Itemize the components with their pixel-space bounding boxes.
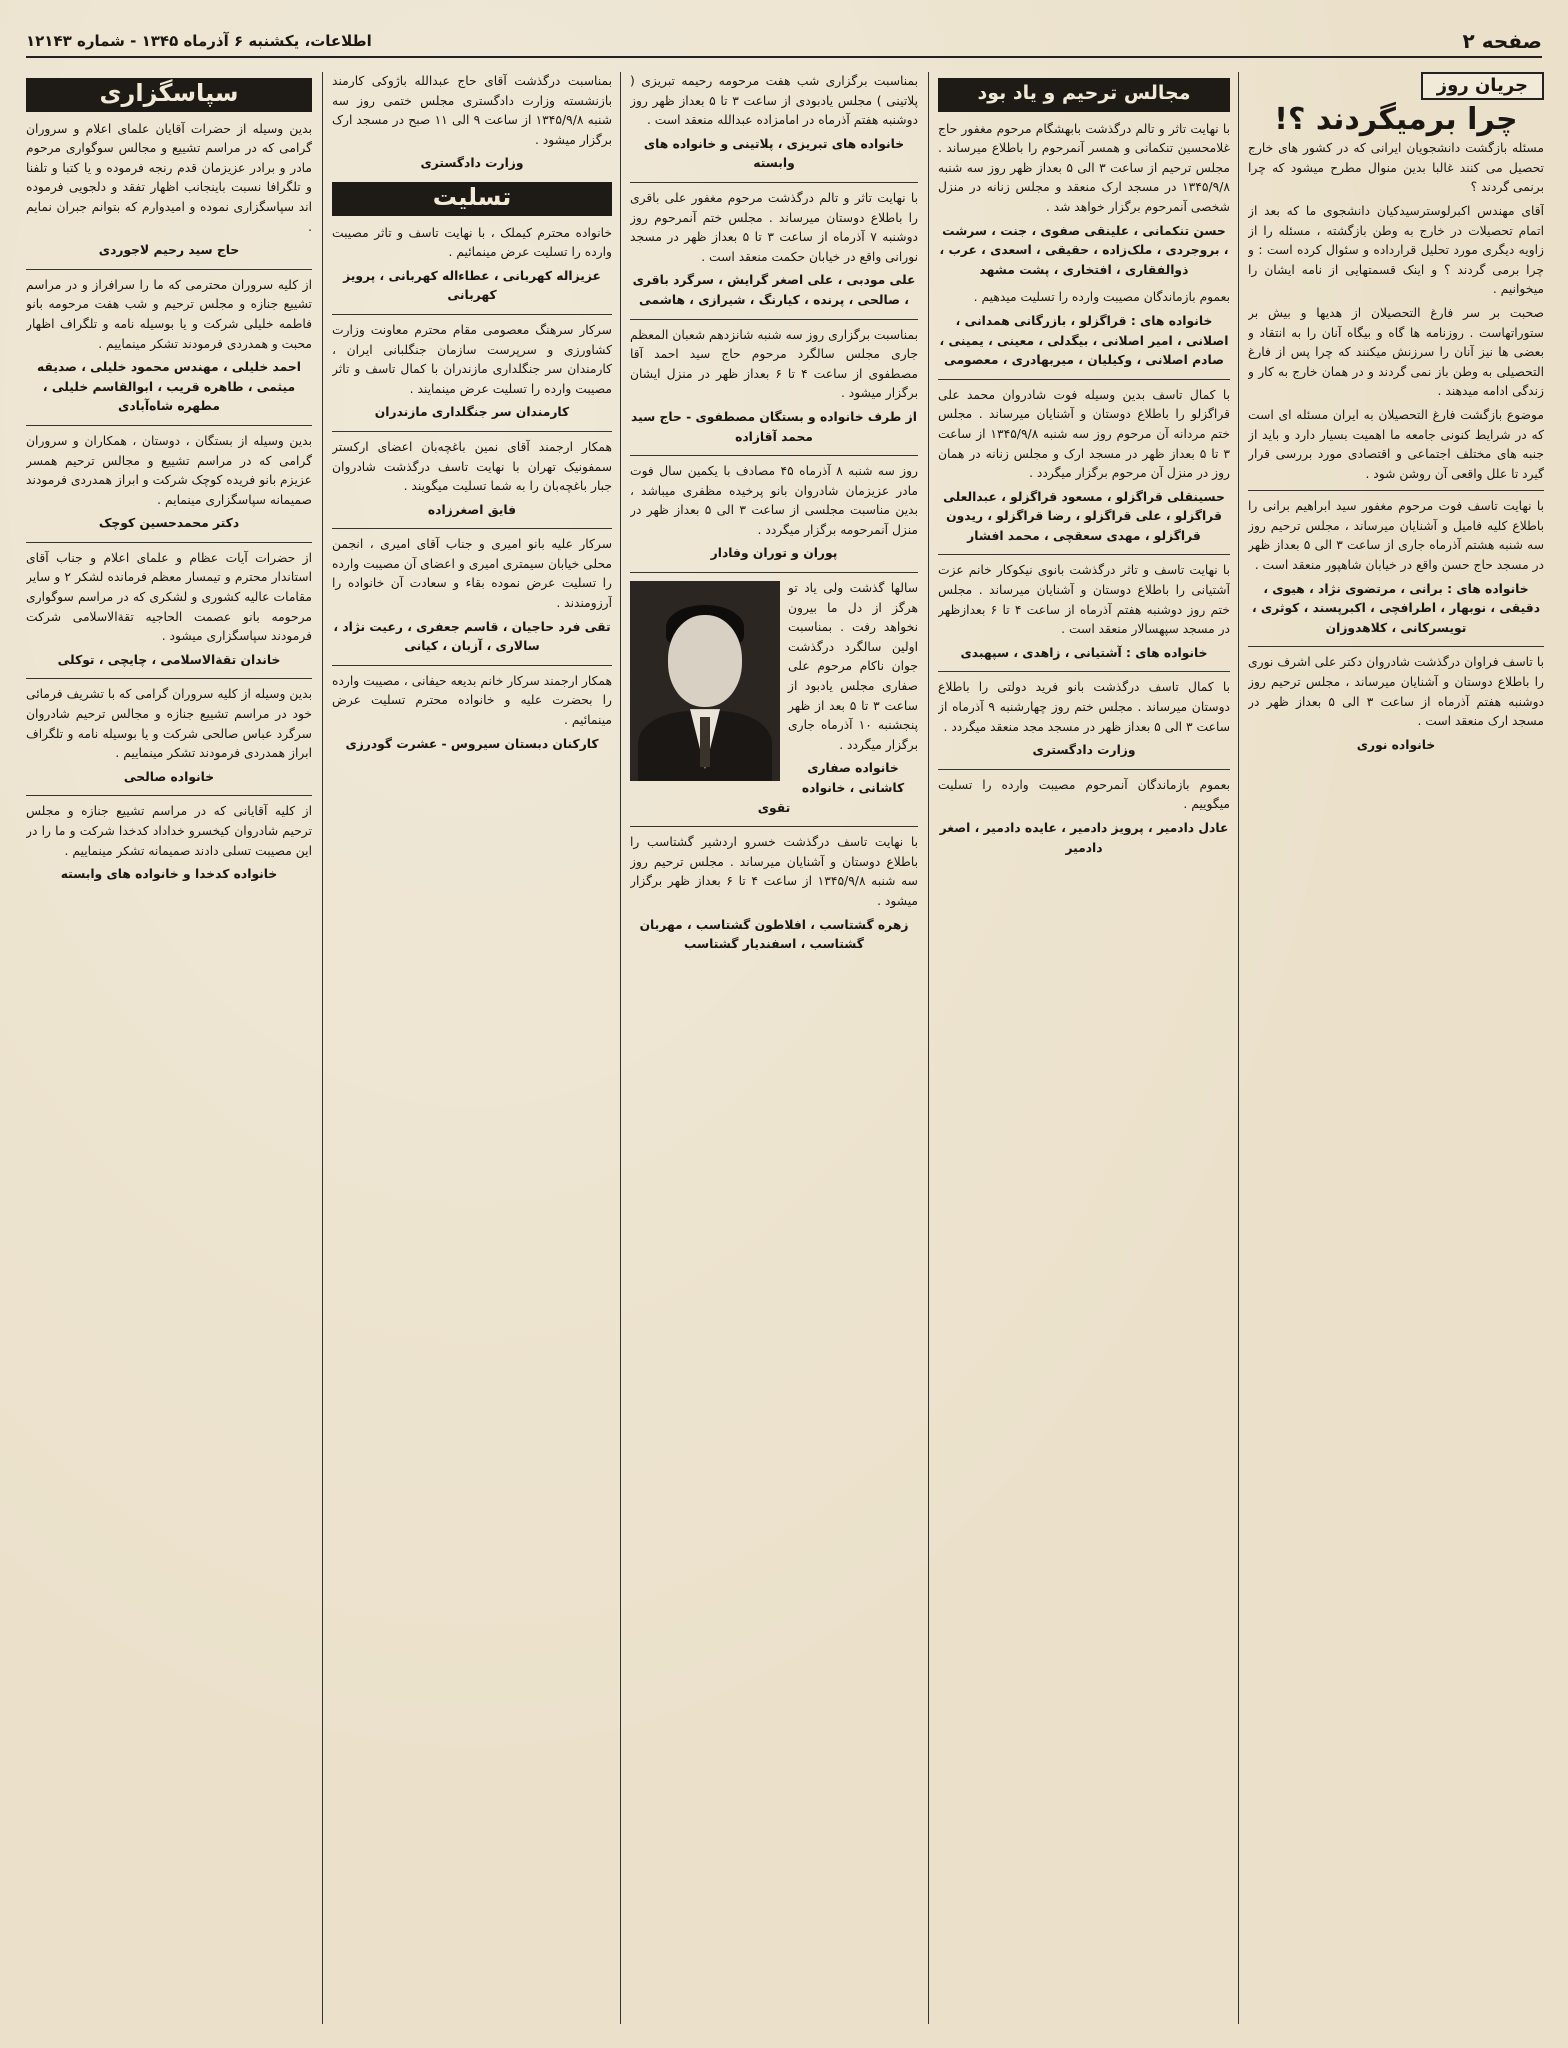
notice-signature: دکتر محمدحسین کوچک bbox=[98, 516, 240, 531]
divider bbox=[26, 678, 312, 679]
notice-paragraph: با کمال تاسف بدین وسیله فوت شادروان محمد علی قراگزلو را باطلاع دوستان و آشنایان میرساند . مجلس ختم مردانه آن مرحوم روز سه شنبه ۱۳۴۵/۹/۸ از ساعت ۳ تا ۵ بعداز ظهر در مسجد ارک و مجلس زنانه در همان روز در منزل آن مرحوم برگزار میگردد . bbox=[938, 387, 1230, 481]
portrait-photo bbox=[630, 581, 780, 781]
divider bbox=[332, 665, 612, 666]
column-thanks bbox=[26, 72, 312, 2024]
section-heading: سپاسگزاری bbox=[26, 78, 312, 112]
column-rule bbox=[620, 72, 621, 2024]
article-headline: چرا برمیگردند ؟! bbox=[1274, 101, 1518, 137]
notice-paragraph: با نهایت تاثر و تالم درگذشت مرحوم مغفور علی باقری را باطلاع دوستان میرساند . مجلس ختم آنمرحوم روز دوشنبه ۷ آذرماه از ساعت ۳ تا ۵ بعداز ظهر در مسجد نورانی واقع در خیابان حکمت منعقد است . bbox=[630, 190, 918, 264]
divider bbox=[332, 314, 612, 315]
divider bbox=[630, 826, 918, 827]
notice-signature: زهره گشتاسب ، افلاطون گشتاسب ، مهربان گشتاسب ، اسفندیار گشتاسب bbox=[639, 917, 909, 952]
notice-paragraph: با نهایت تاسف درگذشت خسرو اردشیر گشتاسب را باطلاع دوستان و آشنایان میرساند . مجلس ترحیم روز سه شنبه ۱۳۴۵/۹/۸ از ساعت ۴ تا ۶ بعداز ظهر برگزار میشود . bbox=[630, 835, 918, 908]
divider bbox=[938, 671, 1230, 672]
notice-signature: عادل دادمیر ، پرویز دادمیر ، عایده دادمیر ، اصغر دادمیر bbox=[939, 821, 1229, 855]
column-condolences bbox=[332, 72, 612, 2024]
notice-signature: کارکنان دبستان سیروس - عشرت گودرزی bbox=[345, 736, 599, 751]
notice-signature: علی مودبی ، علی اصغر گرایش ، سرگرد باقری ، صالحی ، پرنده ، کیارنگ ، شیرازی ، هاشمی bbox=[632, 273, 916, 307]
notice-signature: خانواده کدخدا و خانواده های وابسته bbox=[60, 867, 278, 882]
notice-paragraph: با نهایت تاثر و تالم درگذشت بابهشگام مرحوم مغفور حاج غلامحسین تنکمانی و همسر آنمرحوم را باطلاع میرساند . مجلس ترحیم از ساعت ۳ الی ۵ بعداز ظهر روز سه شنبه ۱۳۴۵/۹/۸ در مسجد ارک منعقد و مجلس زنانه در منزل شخصی آنمرحوم برگزار خواهد شد . bbox=[938, 121, 1230, 214]
column-rule bbox=[1238, 72, 1239, 2024]
divider bbox=[26, 542, 312, 543]
divider bbox=[26, 795, 312, 796]
notice-paragraph: با تاسف فراوان درگذشت شادروان دکتر علی اشرف نوری را باطلاع دوستان و آشنایان میرساند ، مجلس ترحیم روز دوشنبه هفتم آذرماه از ساعت ۳ الی ۵ بعداز ظهر در مسجد ارک منعقد است . bbox=[1248, 655, 1544, 729]
notice-signature: خانواده های تبریزی ، پلاتینی و خانواده های وابسته bbox=[643, 136, 905, 171]
divider bbox=[630, 182, 918, 183]
page-number: صفحه ۲ bbox=[1462, 29, 1542, 53]
notice-signature: خاندان تقة‌الاسلامی ، چایچی ، توکلی bbox=[57, 652, 281, 667]
notice-signature: حاج سید رحیم لاجوردی bbox=[98, 243, 240, 258]
notice-signature: خانواده های : قراگزلو ، بازرگانی همدانی ، اصلانی ، امیر اصلانی ، بیگدلی ، معینی ، یمینی ، صادم اصلانی ، وکیلیان ، میربهادری ، معصومی bbox=[939, 313, 1229, 368]
notice-signature: پوران و توران وفادار bbox=[710, 546, 838, 561]
divider bbox=[1248, 646, 1544, 647]
notice-paragraph: بعموم بازماندگان مصیبت وارده را تسلیت میدهیم . bbox=[973, 290, 1230, 305]
divider bbox=[630, 319, 918, 320]
column-daily-events bbox=[1248, 72, 1544, 2024]
notice-signature: خانواده های : آشتیانی ، زاهدی ، سپهبدی bbox=[960, 645, 1208, 660]
notice-paragraph: با نهایت تاسف فوت مرحوم مغفور سید ابراهیم برانی را باطلاع کلیه فامیل و آشنایان میرساند ، مجلس ترحیم روز سه شنبه هشتم آذرماه جاری از ساعت ۳ الی ۵ بعداز ظهر در مسجد حاج حسن واقع در خیابان شاهپور منعقد است . bbox=[1248, 499, 1544, 573]
notice-paragraph: بدین وسیله از کلیه سروران گرامی که با تشریف فرمائی خود در مراسم تشییع جنازه و مجالس ترحیم شادروان سرگرد عباس صالحی شرکت و یا بوسیله نامه و تلگراف ابراز همدردی فرمودند تشکر مینماییم . bbox=[26, 687, 312, 761]
notice-signature: تقی فرد حاجیان ، قاسم جعفری ، رعیت نژاد ، سالاری ، آزبان ، کیانی bbox=[333, 619, 611, 654]
column-obituaries bbox=[630, 72, 918, 2024]
notice-paragraph: همکار ارجمند سرکار خانم بدیعه حیفانی ، مصیبت وارده را بحضرت علیه و خانواده محترم تسلیت عرض مینمائیم . bbox=[332, 673, 612, 728]
article-paragraph: آقای مهندس اکبرلوسترسیدکیان دانشجوی ما که بعد از اتمام تحصیلات در خارج به وطن بازگشته ، مسئله را از زاویه دیگری مورد تحلیل قرارداده و سئوال کرده است : و چرا برمی گردند ؟ و اینک قسمتهایی از نامه ایشان را میخوانیم . bbox=[1248, 203, 1544, 297]
column-rule bbox=[322, 72, 323, 2024]
divider bbox=[938, 379, 1230, 380]
notice-signature: خانواده نوری bbox=[1356, 737, 1436, 752]
notice-signature: وزارت دادگستری bbox=[420, 156, 524, 171]
divider bbox=[630, 455, 918, 456]
article-paragraph: مسئله بازگشت دانشجویان ایرانی که در کشور های خارج تحصیل می کنند غالبا بدین منوال مطرح میشود که چرا برنمی گردند ؟ bbox=[1248, 141, 1544, 195]
notice-paragraph: با کمال تاسف درگذشت بانو فرید دولتی را باطلاع دوستان میرساند . مجلس ختم روز چهارشنبه ۹ آذرماه از ساعت ۳ الی ۵ بعداز ظهر در مسجد مجد منعقد میگردد . bbox=[938, 680, 1230, 734]
divider bbox=[26, 269, 312, 270]
notice-paragraph: بدین وسیله از بستگان ، دوستان ، همکاران و سروران گرامی که در مراسم تشییع و مجالس ترحیم همسر عزیزم بانو فریده کوچک شرکت و ابراز همدردی فرمودند صمیمانه سپاسگزاری مینمایم . bbox=[26, 433, 312, 507]
notice-paragraph: همکار ارجمند آقای نمین باغچه‌بان اعضای ارکستر سمفونیک تهران با نهایت تاسف درگذشت شادروان جبار باغچه‌بان را به شما تسلیت میگویند . bbox=[332, 439, 612, 494]
notice-signature: فایق اصغرزاده bbox=[427, 502, 517, 517]
column-memorials bbox=[938, 72, 1230, 2024]
divider bbox=[938, 769, 1230, 770]
divider bbox=[630, 572, 918, 573]
notice-signature: خانواده صفاری کاشانی ، خانواده تقوی bbox=[757, 761, 905, 815]
notice-paragraph: سالها گذشت ولی یاد تو هرگز از دل ما بیرون نخواهد رفت . بمناسبت اولین سالگرد درگذشت جوان ناکام مرحوم علی صفاری مجلس یادبود از ساعت ۳ تا ۵ بعد از ظهر پنجشنبه ۱۰ آذرماه جاری برگزار میگردد . bbox=[788, 581, 918, 752]
notice-paragraph: بمناسبت برگزاری روز سه شنبه شانزدهم شعبان المعظم جاری مجلس سالگرد مرحوم حاج سید احمد آقا مصطفوی از ساعت ۴ تا ۶ بعداز ظهر در منزل ایشان برگزار میشود . bbox=[630, 327, 918, 401]
notice-signature: عزیزاله کهربانی ، عطاءاله کهربانی ، پرویز کهربانی bbox=[343, 268, 601, 303]
section-heading: تسلیت bbox=[332, 182, 612, 216]
article-paragraph: صحبت بر سر فارغ التحصیلان از هدیها و بیش بر ستوراتهاست . روزنامه ها گاه و بیگاه آنان را به انتقاد و بعضی ها نیز آنان را سرزنش میکنند که چرا پس از فارغ التحصیلی به وطن باز نمی گردند و در همان خارج به کار و زندگی ادامه میدهند . bbox=[1248, 305, 1544, 399]
notice-paragraph: از کلیه آقایانی که در مراسم تشییع جنازه و مجلس ترحیم شادروان کیخسرو خداداد کدخدا شرکت و ما را در این مصیبت تسلی دادند صمیمانه تشکر مینماییم . bbox=[26, 804, 312, 858]
notice-paragraph: با نهایت تاسف و تاثر درگذشت بانوی نیکوکار خانم عزت آشتیانی را باطلاع دوستان و آشنایان میرساند . مجلس ختم روز دوشنبه هفتم آذرماه از ساعت ۴ تا ۶ بعدازظهر در مسجد سپهسالار منعقد است . bbox=[938, 563, 1230, 637]
divider bbox=[938, 554, 1230, 555]
page-header bbox=[26, 26, 1542, 58]
notice-paragraph: از حضرات آیات عظام و علمای اعلام و جناب آقای استاندار محترم و تیمسار معظم فرمانده لشکر ۲ و سایر مقامات عالیه کشوری و لشکری که در مراسم سوگواری مرحومه بانو عصمت الحاجیه تقة‌الاسلامی شرکت فرمودند سپاسگزاری میشود . bbox=[26, 550, 312, 644]
notice-paragraph: بدین وسیله از حضرات آقایان علمای اعلام و سروران گرامی که در مراسم تشییع و مجالس سوگواری مرحوم مادر و برادر عزیزمان قدم رنجه فرموده و یا کتبا و تلفنا و تلگرافا نسبت باینجانب اظهار تفقد و دلجویی فرموده اند سپاسگزاری نموده و امیدوارم که بتوانم جبران نمایم . bbox=[26, 121, 312, 234]
divider bbox=[332, 431, 612, 432]
notice-signature: احمد خلیلی ، مهندس محمود خلیلی ، صدیقه میثمی ، طاهره قریب ، ابوالقاسم خلیلی ، مطهره شاه‌آبادی bbox=[37, 360, 301, 414]
notice-paragraph: از کلیه سروران محترمی که ما را سرافراز و در مراسم تشییع جنازه و مجلس ترحیم و شب هفت مرحومه بانو فاطمه خلیلی شرکت و یا بوسیله نامه و تلگراف اظهار محبت و همدردی فرمودند تشکر مینماییم . bbox=[26, 277, 312, 351]
section-tag: جریان روز bbox=[1421, 72, 1544, 100]
notice-signature: خانواده های : برانی ، مرتضوی نژاد ، هیوی ، دقیقی ، نوبهار ، اطرافچی ، اکبرپسند ، کوثری ، تویسرکانی ، کلاهدوزان bbox=[1251, 581, 1541, 635]
notice-paragraph: بعموم بازماندگان آنمرحوم مصیبت وارده را تسلیت میگوییم . bbox=[938, 777, 1230, 812]
divider bbox=[26, 425, 312, 426]
notice-paragraph: سرکار سرهنگ معصومی مقام محترم معاونت وزارت کشاورزی و سرپرست سازمان جنگلبانی ایران ، کارمندان سر جنگلداری مازندران با کمال تاسف و تاثر مصیبت وارده را تسلیت عرض مینمایند . bbox=[332, 322, 612, 396]
notice-paragraph: روز سه شنبه ۸ آذرماه ۴۵ مصادف با یکمین سال فوت مادر عزیزمان شادروان بانو پرخیده مظفری میباشد ، بدین مناسبت مجلسی از ساعت ۳ الی ۵ بعداز ظهر در منزل آنمرحومه برگزار میگردد . bbox=[630, 464, 918, 537]
notice-signature: کارمندان سر جنگلداری مازندران bbox=[374, 405, 570, 420]
section-heading: مجالس ترحیم و یاد بود bbox=[938, 78, 1230, 112]
notice-signature: حسینقلی قراگزلو ، مسعود قراگزلو ، عبدالعلی قراگزلو ، علی قراگزلو ، رضا قراگزلو ، ریدون قراگزلو ، مهدی سعقچی ، محمد افشار bbox=[943, 489, 1225, 543]
notice-signature: حسن تنکمانی ، علینقی صفوی ، جنت ، سرشت ، بروجردی ، ملک‌زاده ، حقیقی ، اسعدی ، عرب ، ذوالفقاری ، افتخاری ، پشت مشهد bbox=[939, 223, 1229, 277]
notice-paragraph: بمناسبت برگزاری شب هفت مرحومه رحیمه تبریزی ( پلاتینی ) مجلس یادبودی از ساعت ۳ تا ۵ بعداز ظهر روز دوشنبه هفتم آذرماه در امامزاده عبدالله منعقد است . bbox=[630, 74, 918, 128]
notice-paragraph: سرکار علیه بانو امیری و جناب آقای امیری ، انجمن محلی خیابان سیمتری امیری و اعضای آن مصیبت وارده را تسلیت عرض نموده بقاء و سعادت آن خانواده را آرزومندند . bbox=[332, 537, 612, 611]
divider bbox=[1248, 490, 1544, 491]
notice-signature: وزارت دادگستری bbox=[1032, 743, 1136, 758]
notice-signature: از طرف خانواده و بستگان مصطفوی - حاج سید محمد آقازاده bbox=[631, 409, 917, 444]
masthead-info: اطلاعات، یکشنبه ۶ آذرماه ۱۳۴۵ - شماره ۱۲۱۴۳ bbox=[26, 32, 372, 50]
notice-paragraph: بمناسبت درگذشت آقای حاج عبدالله باژوکی کارمند بازنشسته وزارت دادگستری مجلس ختمی روز سه شنبه ۱۳۴۵/۹/۸ از ساعت ۹ الی ۱۱ صبح در مسجد ارک برگزار میشود . bbox=[332, 74, 612, 147]
notice-signature: خانواده صالحی bbox=[123, 769, 215, 784]
divider bbox=[332, 528, 612, 529]
notice-paragraph: خانواده محترم کیملک ، با نهایت تاسف و تاثر مصیبت وارده را تسلیت عرض مینمائیم . bbox=[332, 225, 612, 260]
column-rule bbox=[928, 72, 929, 2024]
article-paragraph: موضوع بازگشت فارغ التحصیلان به ایران مسئله ای است که در شرایط کنونی جامعه ما اهمیت بسیار دارد و باید از جنبه های مختلف اجتماعی و اقتصادی مورد بررسی قرار گیرد تا علل واقعی آن روشن شود . bbox=[1248, 407, 1544, 481]
